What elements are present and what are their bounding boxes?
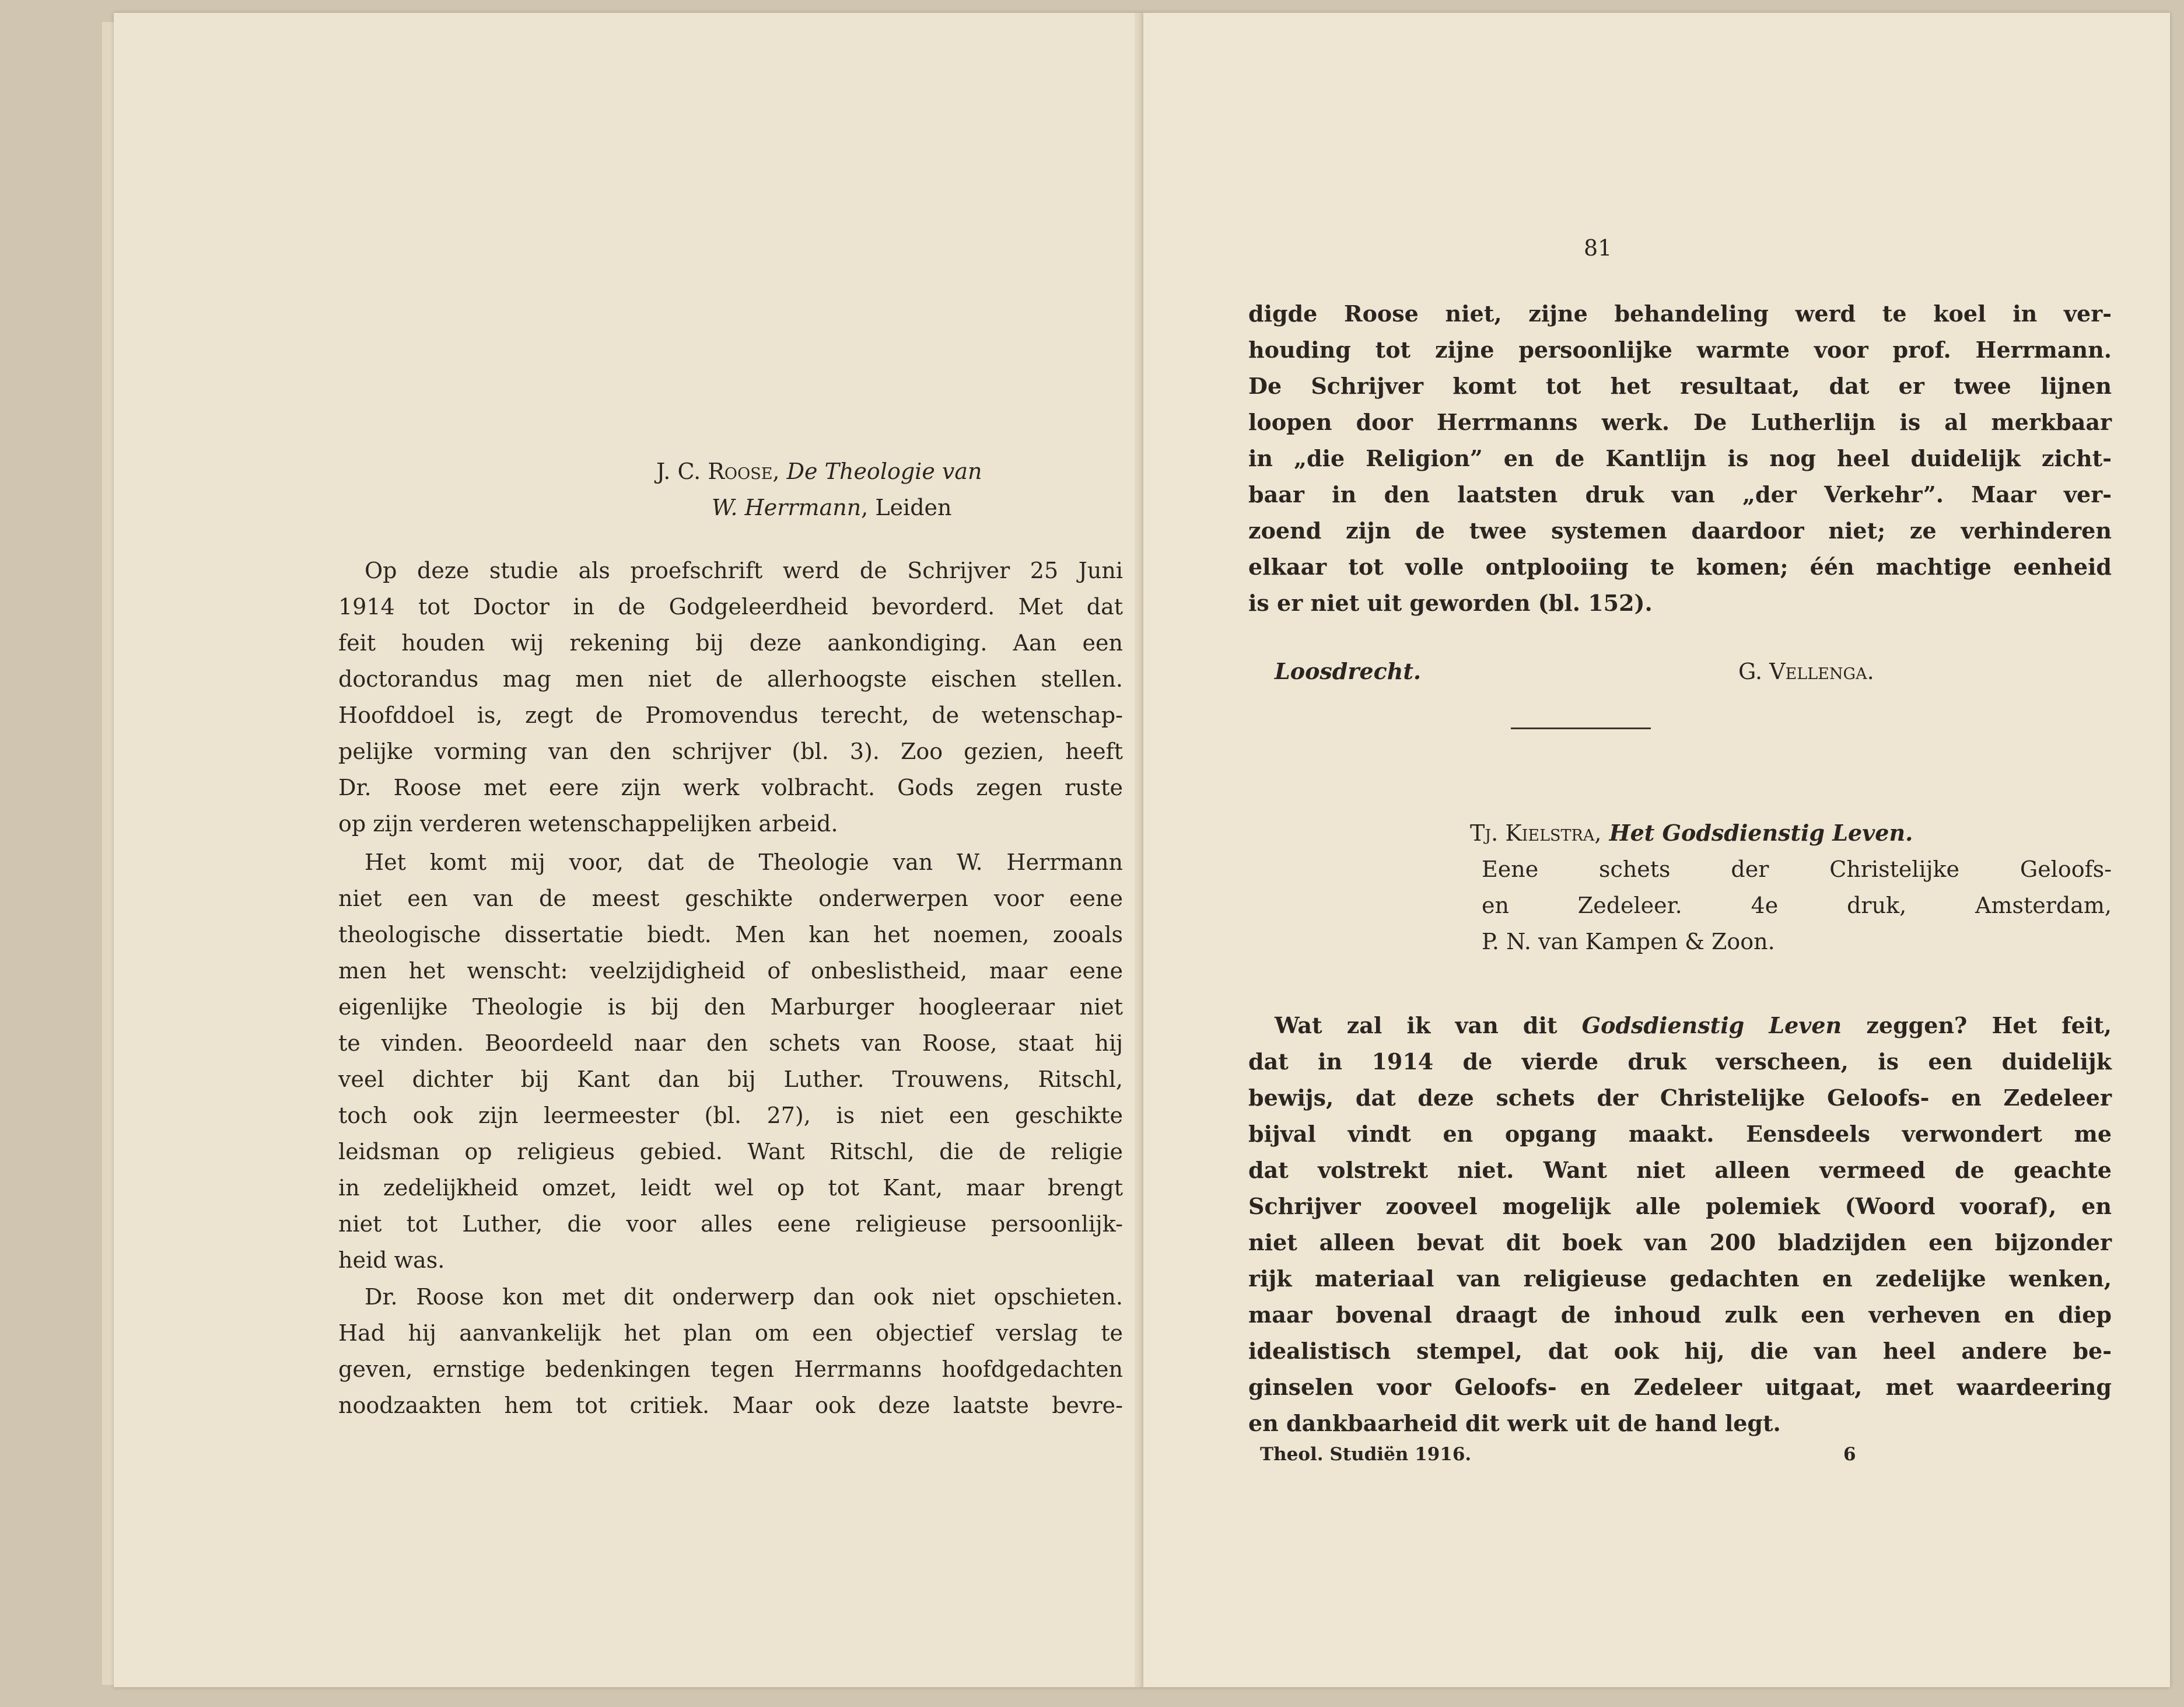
text-line: baar in den laatsten druk van „der Verkehr”. Maar ver- (1248, 481, 2112, 508)
text-line: elkaar tot volle ontplooiing te komen; één machtige eenheid (1248, 554, 2112, 580)
text-line: noodzaakten hem tot critiek. Maar ook deze laatste bevre- (338, 1393, 1123, 1418)
place-line: Loosdrecht. (1275, 658, 1422, 684)
text-line: 1914 tot Doctor in de Godgeleerdheid bevorderd. Met dat (338, 594, 1123, 620)
text-line: leidsman op religieus gebied. Want Ritschl, die de religie (338, 1139, 1123, 1164)
text-line: niet tot Luther, die voor alles eene religieuse persoonlijk- (338, 1211, 1123, 1237)
text-line: pelijke vorming van den schrijver (bl. 3). Zoo gezien, heeft (338, 739, 1123, 764)
heading-line: Tj. Kielstra, Het Godsdienstig Leven. (1470, 820, 1913, 846)
review-heading-line2 (712, 489, 952, 526)
text-line: idealistisch stempel, dat ook hij, die van heel andere be- (1248, 1338, 2112, 1364)
text-line: Hoofddoel is, zegt de Promovendus terecht, de wetenschap- (338, 702, 1123, 728)
book-place: , Leiden (861, 495, 952, 520)
text-line: Op deze studie als proefschrift werd de Schrijver 25 Juni (365, 558, 1123, 583)
heading-line: Eene schets der Christelijke Geloofs- (1482, 856, 2112, 882)
text-line: Had hij aanvankelijk het plan om een objectief verslag te (338, 1320, 1123, 1346)
text-line: loopen door Herrmanns werk. De Lutherlijn is al merkbaar (1248, 409, 2112, 435)
text-line: toch ook zijn leermeester (bl. 27), is niet een geschikte (338, 1103, 1123, 1128)
text-line: heid was. (338, 1247, 445, 1273)
text-line: feit houden wij rekening bij deze aankondiging. Aan een (338, 630, 1123, 656)
book-title: De Theologie van (786, 459, 982, 484)
text-line: Dr. Roose kon met dit onderwerp dan ook niet opschieten. (365, 1284, 1123, 1310)
text-line: ginselen voor Geloofs- en Zedeleer uitgaat, met waardeering (1248, 1374, 2112, 1400)
text-line: in „die Religion” en de Kantlijn is nog heel duidelijk zicht- (1248, 445, 2112, 471)
text-line: theologische dissertatie biedt. Men kan het noemen, zooals (338, 922, 1123, 947)
text-line: geven, ernstige bedenkingen tegen Herrmanns hoofdgedachten (338, 1356, 1123, 1382)
text-line: men het wenscht: veelzijdigheid of onbeslistheid, maar eene (338, 958, 1123, 984)
text-line: houding tot zijne persoonlijke warmte voor prof. Herrmann. (1248, 337, 2112, 363)
footer-journal: Theol. Studiën 1916. (1260, 1444, 1472, 1465)
text-line: niet alleen bevat dit boek van 200 bladzijden een bijzonder (1248, 1229, 2112, 1255)
text-line: eigenlijke Theologie is bij den Marburger hoogleeraar niet (338, 994, 1123, 1020)
text-line: bewijs, dat deze schets der Christelijke Geloofs- en Zedeleer (1248, 1085, 2112, 1111)
text-line: rijk materiaal van religieuse gedachten en zedelijke wenken, (1248, 1265, 2112, 1292)
text-line: is er niet uit geworden (bl. 152). (1248, 590, 1653, 616)
left-page (114, 13, 1143, 1687)
text-line: dat volstrekt niet. Want niet alleen vermeed de geachte (1248, 1157, 2112, 1183)
heading-line: en Zedeleer. 4e druk, Amsterdam, (1482, 893, 2112, 918)
text-line: te vinden. Beoordeeld naar den schets van Roose, staat hij (338, 1030, 1123, 1056)
book-title-inline: Godsdienstig Leven (1581, 1012, 1842, 1038)
text-line: digde Roose niet, zijne behandeling werd te koel in ver- (1248, 300, 2112, 327)
text-line: en dankbaarheid dit werk uit de hand legt. (1248, 1410, 1781, 1436)
right-page (1143, 13, 2170, 1687)
text-line: doctorandus mag men niet de allerhoogste eischen stellen. (338, 666, 1123, 692)
book-title-cont: W. Herrmann (712, 495, 862, 520)
text-line: maar bovenal draagt de inhoud zulk een verheven en diep (1248, 1302, 2112, 1328)
reviewer-signature: G. Vellenga. (1738, 659, 1874, 684)
book-title: Het Godsdienstig Leven. (1609, 820, 1913, 846)
footer-signature-mark: 6 (1843, 1444, 1856, 1465)
text-line: bijval vindt en opgang maakt. Eensdeels verwondert me (1248, 1121, 2112, 1147)
text-line: in zedelijkheid omzet, leidt wel op tot Kant, maar brengt (338, 1175, 1123, 1201)
text-line: zoend zijn de twee systemen daardoor niet; ze verhinderen (1248, 517, 2112, 544)
section-divider (1511, 727, 1651, 729)
text-line: niet een van de meest geschikte onderwerpen voor eene (338, 886, 1123, 911)
text-line: veel dichter bij Kant dan bij Luther. Trouwens, Ritschl, (338, 1066, 1123, 1092)
review-heading-line1 (656, 453, 982, 489)
text-line: op zijn verderen wetenschappelijken arbeid. (338, 811, 838, 837)
text-line: dat in 1914 de vierde druk verscheen, is een duidelijk (1248, 1048, 2112, 1075)
text-line: Het komt mij voor, dat de Theologie van W. Herrmann (365, 849, 1123, 875)
author-name: J. C. Roose, (656, 459, 780, 484)
text-line: De Schrijver komt tot het resultaat, dat er twee lijnen (1248, 373, 2112, 399)
text-line: Schrijver zooveel mogelijk alle polemiek (Woord vooraf), en (1248, 1193, 2112, 1219)
text-line: Dr. Roose met eere zijn werk volbracht. Gods zegen ruste (338, 775, 1123, 800)
paragraph-2-first-line: Wat zal ik van dit Godsdienstig Leven zeggen? Het feit, (1275, 1012, 2112, 1038)
heading-line: P. N. van Kampen & Zoon. (1482, 929, 1775, 954)
page-number: 81 (1584, 235, 1612, 261)
